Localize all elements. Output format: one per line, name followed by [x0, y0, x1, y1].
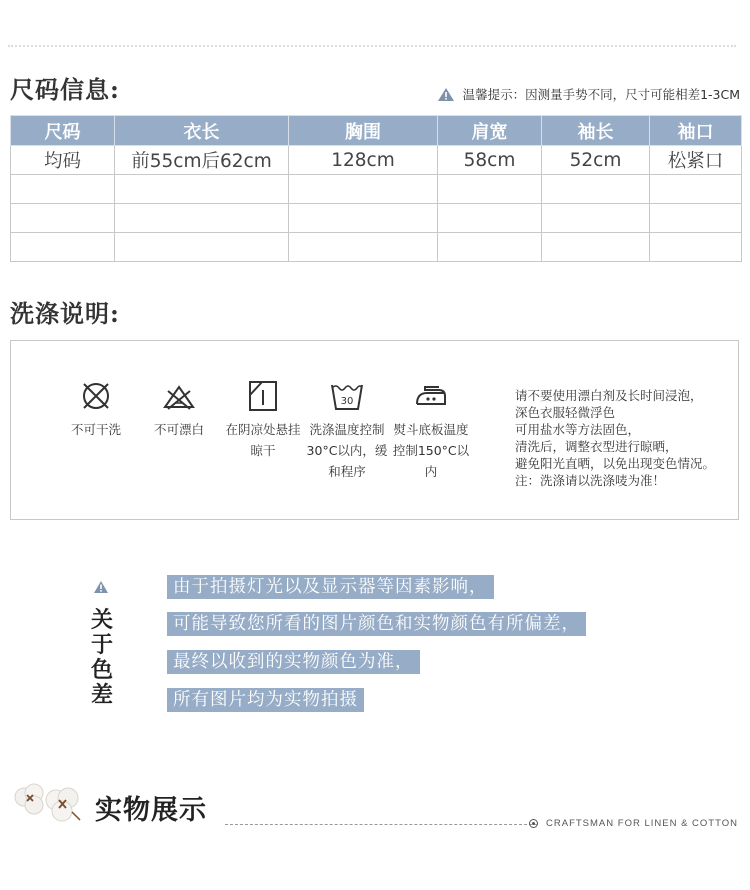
wash-item-no-dry-clean — [54, 379, 138, 440]
table-row — [11, 175, 742, 204]
measurement-tip-text: 温馨提示：因测量手势不同，尺寸可能相差1-3CM — [462, 87, 740, 102]
color-difference-line: 由于拍摄灯光以及显示器等因素影响， — [167, 575, 494, 599]
header-cuff: 袖口 — [650, 116, 742, 146]
wash-item-line-dry — [221, 379, 305, 461]
color-difference-line: 最终以收到的实物颜色为准， — [167, 650, 420, 674]
table-row — [11, 146, 742, 175]
size-table — [10, 115, 742, 262]
wash-item-iron — [389, 379, 473, 482]
no-bleach-icon — [162, 379, 196, 413]
table-cell — [438, 175, 542, 204]
table-cell — [11, 175, 115, 204]
color-difference-title: 关于色差 — [90, 608, 113, 708]
table-cell — [438, 204, 542, 233]
table-cell — [115, 175, 289, 204]
wash-30-icon — [330, 379, 364, 413]
wash-item-label: 不可干洗 — [70, 422, 121, 437]
table-cell — [542, 233, 650, 262]
top-divider — [8, 45, 736, 47]
tagline-text: CRAFTSMAN FOR LINEN & COTTON — [546, 818, 738, 829]
wash-note: 请不要使用漂白剂及长时间浸泡， 深色衣服轻微浮色 可用盐水等方法固色， 清洗后，调整衣型进行晾晒， 避免阳光直晒，以免出现变色情况。 注：洗涤请以洗涤唛为准！ — [515, 388, 716, 488]
color-difference-line: 所有图片均为实物拍摄 — [167, 688, 364, 712]
table-cell — [115, 204, 289, 233]
table-cell — [542, 204, 650, 233]
showcase-title: 实物展示 — [95, 795, 207, 826]
table-cell — [115, 233, 289, 262]
table-cell: 52cm — [542, 146, 650, 175]
no-dry-clean-icon — [79, 379, 113, 413]
table-cell: 前55cm后62cm — [115, 146, 289, 175]
size-table-header — [11, 116, 742, 146]
table-cell: 松紧口 — [650, 146, 742, 175]
table-row — [11, 233, 742, 262]
craftsman-tagline — [529, 818, 738, 829]
wash-item-label: 洗涤温度控制30°C以内，缓和程序 — [306, 422, 388, 479]
table-cell — [650, 175, 742, 204]
table-row — [11, 204, 742, 233]
wash-item-wash-30 — [305, 379, 389, 482]
footer-divider — [225, 824, 537, 825]
cotton-flower-icon — [10, 780, 84, 824]
table-cell: 均码 — [11, 146, 115, 175]
table-cell: 58cm — [438, 146, 542, 175]
table-cell — [289, 233, 438, 262]
wash-item-label: 在阴凉处悬挂晾干 — [225, 422, 301, 458]
wash-item-label: 熨斗底板温度控制150°C以内 — [392, 422, 470, 479]
header-length: 衣长 — [115, 116, 289, 146]
wash-item-no-bleach — [137, 379, 221, 440]
warning-icon — [437, 87, 455, 102]
bullet-icon — [529, 819, 538, 828]
wash-section-title: 洗涤说明: — [10, 299, 120, 328]
header-shoulder: 肩宽 — [438, 116, 542, 146]
iron-medium-icon — [414, 379, 448, 413]
table-cell — [11, 233, 115, 262]
svg-text:30: 30 — [340, 396, 354, 407]
table-cell — [650, 233, 742, 262]
warning-icon — [93, 580, 109, 594]
line-dry-in-shade-icon — [246, 379, 280, 413]
header-chest: 胸围 — [289, 116, 438, 146]
header-sleeve-length: 袖长 — [542, 116, 650, 146]
measurement-tip — [437, 85, 740, 103]
color-difference-line: 可能导致您所看的图片颜色和实物颜色有所偏差， — [167, 612, 586, 636]
table-cell — [542, 175, 650, 204]
wash-instructions-box — [10, 340, 739, 520]
table-cell: 128cm — [289, 146, 438, 175]
wash-item-label: 不可漂白 — [153, 422, 204, 437]
size-section-title: 尺码信息: — [10, 75, 120, 104]
table-cell — [438, 233, 542, 262]
table-cell — [289, 175, 438, 204]
table-cell — [650, 204, 742, 233]
table-cell — [289, 204, 438, 233]
header-size: 尺码 — [11, 116, 115, 146]
table-cell — [11, 204, 115, 233]
